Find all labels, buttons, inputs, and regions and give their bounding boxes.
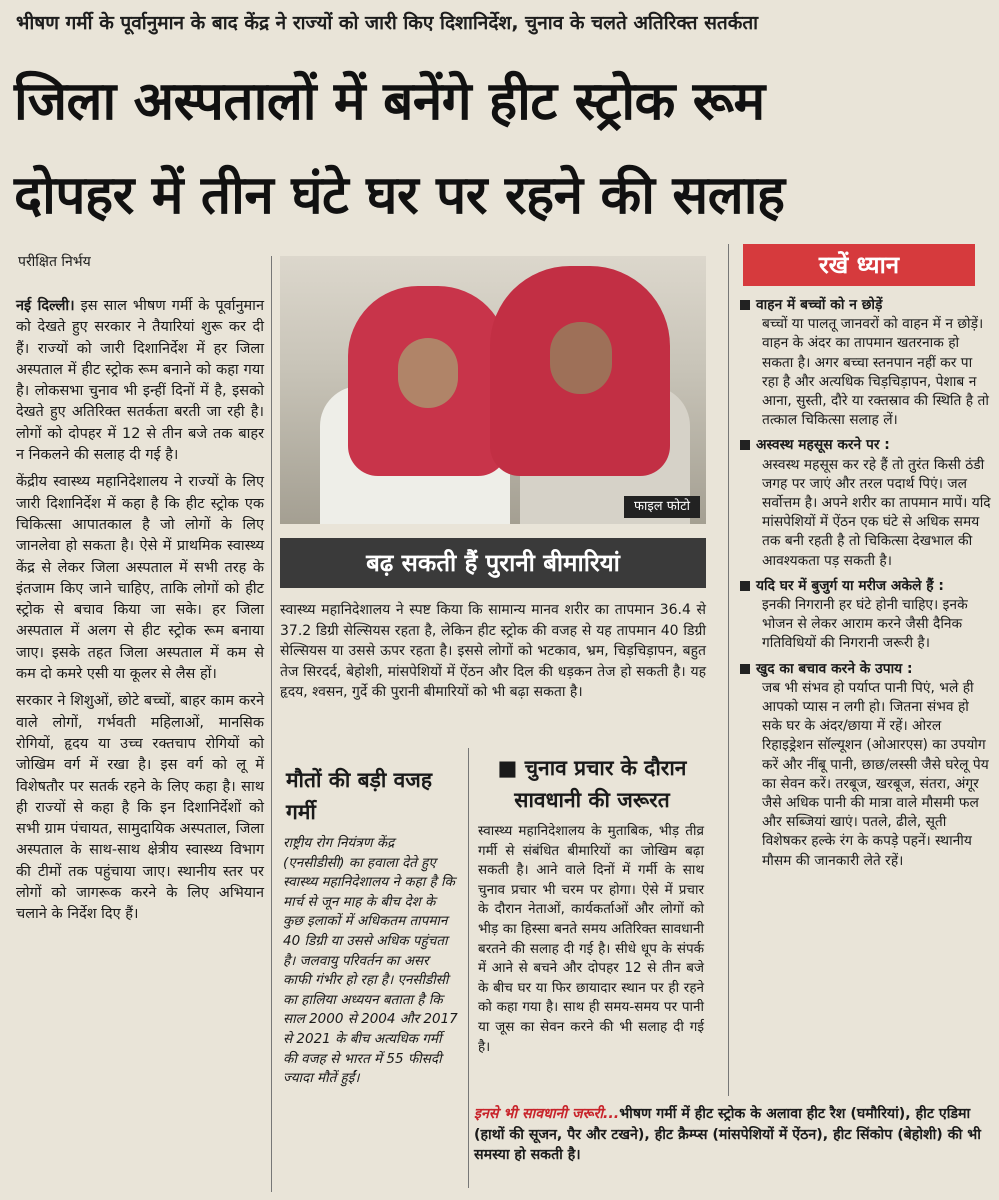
column-divider [468,748,469,1188]
footnote [474,1104,992,1166]
news-photo [280,256,706,524]
deaths-section-body: राष्ट्रीय रोग नियंत्रण केंद्र (एनसीडीसी) का हवाला देते हुए स्वास्थ्य महानिदेशालय ने कहा है कि मार्च से जून माह के बीच देश के कुछ इलाकों में अधिकतम तापमान 40 डिग्री या उससे अधिक पहुंचता है। जलवायु परिवर्तन का असर काफी गंभीर हो रहा है। एनसीडीसी का हालिया अध्ययन बताता है कि साल 2000 से 2004 और 2017 से 2021 के बीच अत्यधिक गर्मी की वजह से भारत में 55 फीसदी ज्यादा मौतें हुईं। [283,835,458,1087]
bullet-square-icon [740,664,750,674]
kicker: भीषण गर्मी के पूर्वानुमान के बाद केंद्र ने राज्यों को जारी किए दिशानिर्देश, चुनाव के चलते अतिरिक्त सतर्कता [16,12,759,34]
sidebar-item: यदि घर में बुजुर्ग या मरीज अकेले हैं : इनकी निगरानी हर घंटे होनी चाहिए। इनके भोजन से लेकर आराम करने जैसी दैनिक गतिविधियों की निगरानी जरूरी है। [740,577,992,654]
election-section-title: ■ चुनाव प्रचार के दौरान सावधानी की जरूरत [497,756,687,812]
left-paragraph-3: सरकार ने शिशुओं, छोटे बच्चों, बाहर काम करने वाले लोगों, गर्भवती महिलाओं, मानसिक रोगियों, हृदय या उच्च रक्तचाप रोगियों को जोखिम वर्ग में रखा है। इस वर्ग को लू में विशेषतौर पर सतर्क रहने के लिए कहा है। साथ ही राज्यों से कहा है कि इन दिशानिर्देशों को सभी ग्राम पंचायत, सामुदायिक अस्पताल, जिला अस्पताल के साथ-साथ क्षेत्रीय स्वास्थ्य विभाग की टीमों तक पहुंचाया जाए। स्थानीय स्तर पर लोगों को जागरूक करने के लिए अभियान चलाने के निर्देश दिए हैं। [16,693,264,923]
bullet-square-icon [740,300,750,310]
left-column [16,296,264,932]
election-section-body: स्वास्थ्य महानिदेशालय के मुताबिक, भीड़ तीव्र गर्मी से संबंधित बीमारियों का जोखिम बढ़ा सकती है। आने वाले दिनों में गर्मी के साथ चुनाव प्रचार भी चरम पर होगा। ऐसे में प्रचार के दौरान नेताओं, कार्यकर्ताओं और लोगों को भीड़ का हिस्सा बनते समय अतिरिक्त सावधानी बरतने की सलाह दी गई है। सीधे धूप के संपर्क में आने से बचने और दोपहर 12 से तीन बजे के बीच घर या फिर छायादार स्थान पर ही रहने को कहा गया है। साथ ही समय-समय पर पानी या जूस का सेवन करने की भी सलाह दी गई है। [478,823,704,1055]
dateline: नई दिल्ली। [16,298,75,314]
column-divider [271,256,272,1192]
sidebar-item: खुद का बचाव करने के उपाय : जब भी संभव हो पर्याप्त पानी पिएं, भले ही आपको प्यास न लगी हो। जितना संभव हो सके घर के अंदर/छाया में रहें। ओरल रिहाइड्रेशन सॉल्यूशन (ओआरएस) का उपयोग करें और नींबू पानी, छाछ/लस्सी जैसे घरेलू पेय का सेवन करें। तरबूज, खरबूज, संतरा, अंगूर जैसे अधिक पानी की मात्रा वाले मौसमी फल और सब्जियां खाएं। पतले, ढीले, सूती विशेषकर हल्के रंग के कपड़े पहनें। स्थानीय मौसम की जानकारी लेते रहें। [740,660,992,871]
sidebar-item: वाहन में बच्चों को न छोड़ें बच्चों या पालतू जानवरों को वाहन में न छोड़ें। वाहन के अंदर का तापमान खतरनाक हो सकता है। अगर बच्चा स्तनपान नहीं कर पा रहा है और अत्यधिक चिड़चिड़ापन, पेशाब न आना, सुस्ती, दौरे या रक्तस्राव की स्थिति है तो तत्काल चिकित्सा सलाह लें। [740,296,992,430]
headline-line-2: दोपहर में तीन घंटे घर पर रहने की सलाह [14,165,785,226]
mid-paragraph: स्वास्थ्य महानिदेशालय ने स्पष्ट किया कि सामान्य मानव शरीर का तापमान 36.4 से 37.2 डिग्री सेल्सियस रहता है, लेकिन हीट स्ट्रोक की वजह से यह तापमान 40 डिग्री सेल्सियस या उससे ऊपर रहता है। इससे लोगों को भटकाव, भ्रम, चिड़चिड़ापन, बहुत तेज सिरदर्द, बेहोशी, मांसपेशियों में ऐंठन और दिल की धड़कन तेज हो सकती है। यह हृदय, श्वसन, गुर्दे की पुरानी बीमारियों को भी बढ़ा सकता है। [280,602,706,700]
headline-line-1: जिला अस्पतालों में बनेंगे हीट स्ट्रोक रूम [14,71,765,132]
bullet-square-icon [740,581,750,591]
deaths-section-title: मौतों की बड़ी वजह गर्मी [286,768,432,824]
footnote-lead: इनसे भी सावधानी जरूरी... [474,1106,620,1122]
footnote-text: भीषण गर्मी में हीट स्ट्रोक के अलावा हीट रैश (घमौरियां), हीट एडिमा (हाथों की सूजन, पैर और टखने), हीट क्रैम्प्स (मांसपेशियों में ऐंठन), हीट सिंकोप (बेहोशी) की भी समस्या हो सकती है। [474,1106,981,1163]
left-paragraph-2: केंद्रीय स्वास्थ्य महानिदेशालय ने राज्यों के लिए जारी दिशानिर्देश में कहा है कि हीट स्ट्रोक एक चिकित्सा आपातकाल है जो लोगों के लिए जानलेवा हो सकता है। ऐसे में प्राथमिक स्वास्थ्य केंद्र से लेकर जिला अस्पताल में सभी तरह के इंतजाम किए जाने चाहिए, ताकि लोगों को हीट स्ट्रोक से बचाव किया जा सके। हर जिला अस्पताल में अलग से हीट स्ट्रोक रूम बनाया जाए। इसके तहत जिला अस्पताल में कम से कम दो कमरे एसी या कूलर से लैस हों। [16,474,264,683]
left-paragraph-1: नई दिल्ली। इस साल भीषण गर्मी के पूर्वानुमान को देखते हुए सरकार ने तैयारियां शुरू कर दी हैं। राज्यों को जारी दिशानिर्देश में हर जिला अस्पताल में हीट स्ट्रोक रूम बनाने को कहा गया है। लोकसभा चुनाव भी इन्हीं दिनों में है, इसको देखते हुए अतिरिक्त सतर्कता बरती जा रही है। लोगों को दोपहर में 12 से तीन बजे तक बाहर न निकलने की सलाह दी गई है। [16,298,264,464]
sidebar-item: अस्वस्थ महसूस करने पर : अस्वस्थ महसूस कर रहे हैं तो तुरंत किसी ठंडी जगह पर जाएं और तरल पदार्थ पिएं। जल सर्वोत्तम है। अपने शरीर का तापमान मापें। यदि मांसपेशियों में ऐंठन एक घंटे से अधिक समय तक बनी रहती है तो चिकित्सा देखभाल की आवश्यकता पड़ सकती है। [740,436,992,570]
sidebar-title: रखें ध्यान [743,244,975,286]
subhead-banner: बढ़ सकती हैं पुरानी बीमारियां [280,538,706,588]
photo-caption: फाइल फोटो [624,496,700,518]
byline: परीक्षित निर्भय [18,254,91,270]
bullet-square-icon [740,440,750,450]
sidebar-list [740,296,992,877]
column-divider [728,244,729,1096]
